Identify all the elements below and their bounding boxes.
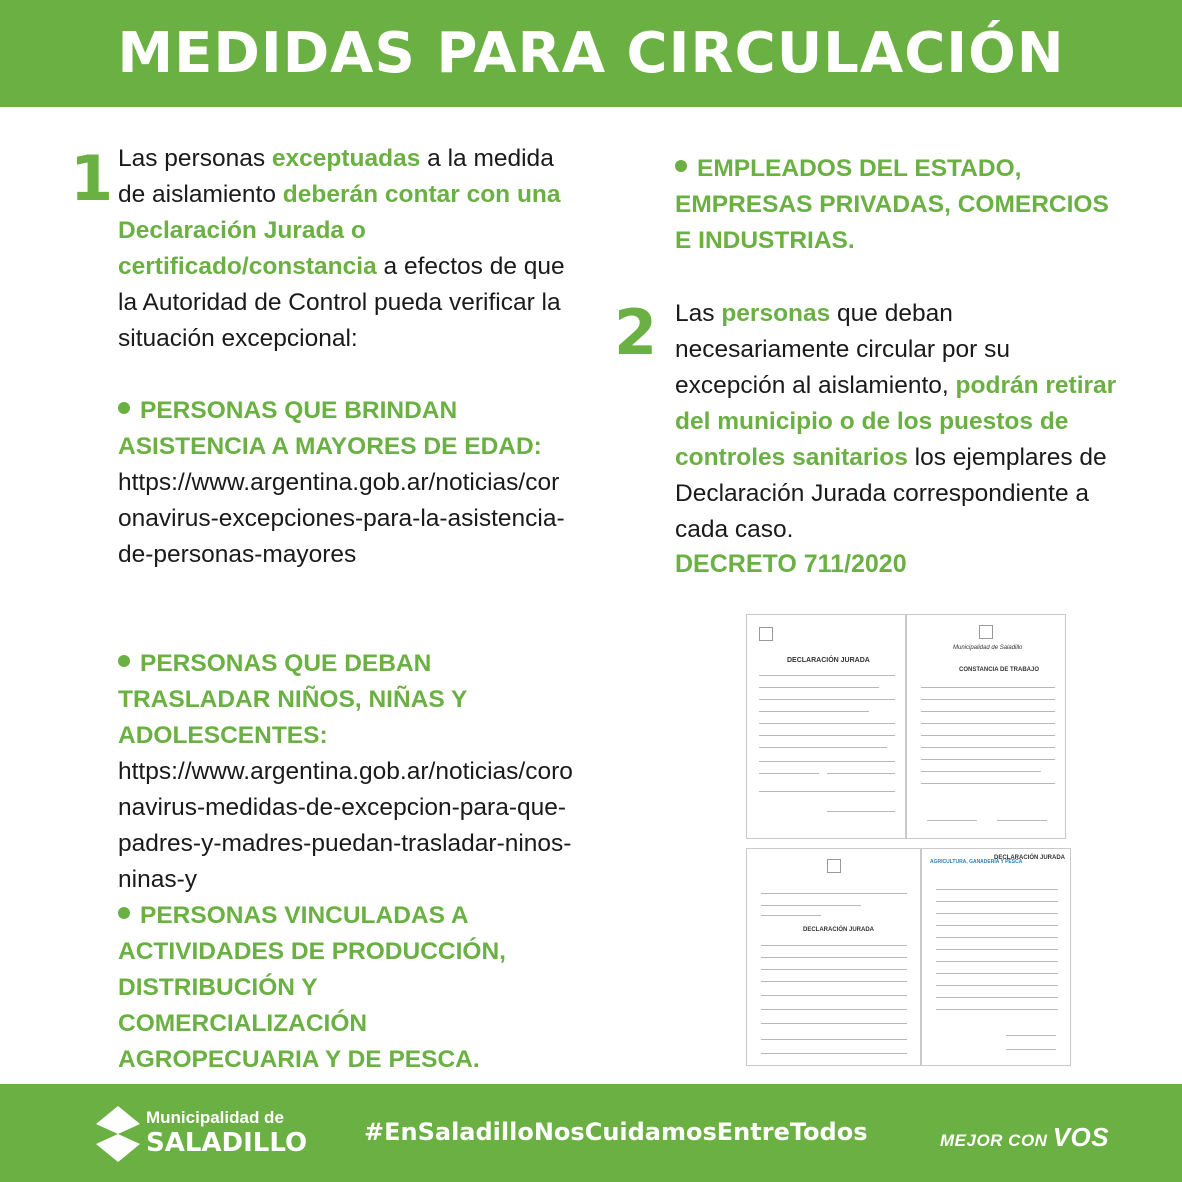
municipalidad-logo (96, 1102, 316, 1166)
bullet-trasladar-ninos: PERSONAS QUE DEBAN TRASLADAR NIÑOS, NIÑAS Y ADOLESCENTES: https://www.argentina.gob.ar/noticias/coronavirus-medidas-de-excepcion-para-que-padres-y-madres-puedan-trasladar-ninos-ninas-y (118, 650, 573, 893)
bullet-dot (118, 655, 130, 667)
doc-brand: Municipalidad de Saladillo (953, 645, 1023, 651)
section-1-number: 1 (70, 142, 114, 215)
argentina-crest-icon (827, 859, 841, 873)
slogan: MEJOR CON VOS (940, 1122, 1110, 1152)
bullet-empleados: EMPLEADOS DEL ESTADO, EMPRESAS PRIVADAS, COMERCIOS E INDUSTRIAS. (675, 155, 1109, 254)
header-banner (0, 0, 1182, 107)
bullet-dot (675, 160, 687, 172)
saladillo-logo-icon (96, 1106, 140, 1162)
hashtag: #EnSaladilloNosCuidamosEntreTodos (364, 1118, 868, 1146)
link-asistencia-mayores[interactable]: https://www.argentina.gob.ar/noticias/coronavirus-excepciones-para-la-asistencia-de-personas-mayores (118, 469, 565, 568)
section-1-intro: Las personas exceptuadas a la medida de aislamiento deberán contar con una Declaración Jurada o certificado/constancia a efectos de que la Autoridad de Control pueda verificar la situación excepcional: (118, 145, 565, 352)
doc-thumbnail-declaracion-1 (746, 614, 906, 839)
municipal-crest-icon (979, 625, 993, 639)
section-2-text: Las personas que deban necesariamente circular por su excepción al aislamiento, podrán retirar del municipio o de los puestos de controles sanitarios los ejemplares de Declaración Jurada correspondiente a cada caso. (675, 300, 1117, 543)
doc-thumbnail-declaracion-2 (746, 848, 921, 1066)
doc-thumbnail-constancia (906, 614, 1066, 839)
bullet-produccion-agropecuaria: PERSONAS VINCULADAS A ACTIVIDADES DE PRODUCCIÓN, DISTRIBUCIÓN Y COMERCIALIZACIÓN AGROPECUARIA Y DE PESCA. (118, 902, 506, 1073)
doc-title: DECLARACIÓN JURADA (803, 927, 875, 933)
brand-line-1: Municipalidad de (146, 1108, 284, 1127)
bullet-dot (118, 402, 130, 414)
doc-title: CONSTANCIA DE TRABAJO (959, 667, 1040, 673)
footer-banner (0, 1084, 1182, 1182)
doc-brand: AGRICULTURA, GANADERÍA Y PESCA (930, 859, 1023, 865)
brand-line-2: SALADILLO (146, 1128, 308, 1158)
decreto-label: DECRETO 711/2020 (675, 550, 907, 578)
doc-title: DECLARACIÓN JURADA (994, 855, 1066, 861)
section-2-number: 2 (614, 296, 658, 369)
doc-title: DECLARACIÓN JURADA (787, 657, 870, 664)
bullet-asistencia-mayores: PERSONAS QUE BRINDAN ASISTENCIA A MAYORES DE EDAD: https://www.argentina.gob.ar/noticias/coronavirus-excepciones-para-la-asistencia-de-personas-mayores (118, 397, 565, 568)
page-title: MEDIDAS PARA CIRCULACIÓN (117, 21, 1065, 86)
bullet-dot (118, 907, 130, 919)
link-trasladar-ninos[interactable]: https://www.argentina.gob.ar/noticias/coronavirus-medidas-de-excepcion-para-que-padres-y-madres-puedan-trasladar-ninos-ninas-y (118, 758, 573, 893)
argentina-logo-icon (759, 627, 773, 641)
doc-thumbnail-declaracion-agricultura (921, 848, 1071, 1066)
